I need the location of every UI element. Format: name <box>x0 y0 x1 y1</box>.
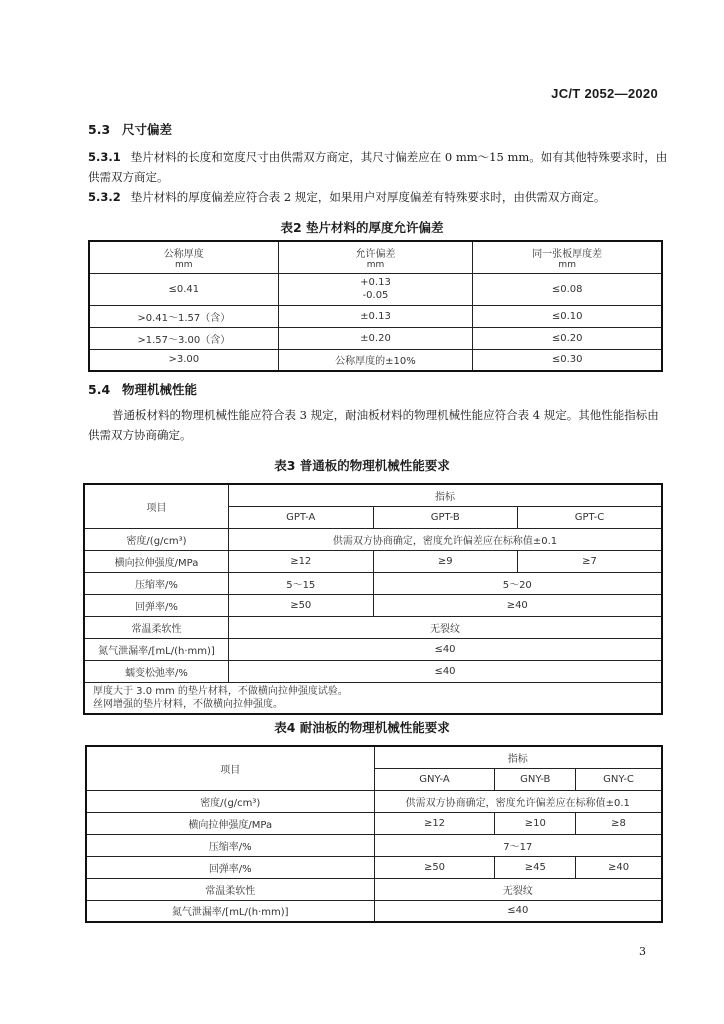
cell-item: 压缩率/% <box>84 572 229 594</box>
table-row <box>86 834 662 856</box>
clause-text: 垫片材料的长度和宽度尺寸由供需双方商定，其尺寸偏差应在 0 mm～15 mm。如有其他特殊要求时，由供需双方商定。 <box>88 150 668 184</box>
cell-value: 无裂纹 <box>229 616 663 638</box>
cell-item: 密度/(g/cm³) <box>86 790 374 812</box>
table4-caption: 表4 耐油板的物理机械性能要求 <box>274 720 450 735</box>
section-number: 5.3 <box>88 122 111 137</box>
table-row <box>84 594 662 616</box>
cell-item: 压缩率/% <box>86 834 374 856</box>
cell-value: ≥8 <box>576 812 662 834</box>
header-item: 项目 <box>86 746 374 790</box>
cell-item: 常温柔软性 <box>86 878 374 900</box>
cell-tolerance: 公称厚度的±10% <box>278 349 473 371</box>
table-row <box>86 878 662 900</box>
page-number: 3 <box>639 945 646 958</box>
paragraph-5-3-1 <box>88 147 668 187</box>
table3-general-sheet-properties <box>83 483 663 715</box>
table-header-row <box>86 746 662 768</box>
cell-thickness: >1.57～3.00（含） <box>89 327 278 349</box>
header-index: 指标 <box>229 484 663 506</box>
cell-value: ≥7 <box>518 550 663 572</box>
header-grade-a: GPT-A <box>229 506 374 528</box>
table-header-row <box>89 241 662 273</box>
table-row <box>84 616 662 638</box>
header-tolerance: 允许偏差 mm <box>278 241 473 273</box>
clause-number: 5.3.2 <box>88 190 121 204</box>
cell-value: ≤40 <box>374 900 662 922</box>
header-grade-b: GPT-B <box>373 506 518 528</box>
header-index: 指标 <box>374 746 662 768</box>
cell-difference: ≤0.08 <box>473 273 662 305</box>
cell-item: 回弹率/% <box>84 594 229 616</box>
header-grade-c: GNY-C <box>576 768 662 790</box>
cell-value: 5～15 <box>229 572 374 594</box>
header-grade-b: GNY-B <box>495 768 576 790</box>
table-row <box>84 528 662 550</box>
cell-tolerance: +0.13 -0.05 <box>278 273 473 305</box>
table2-caption: 表2 垫片材料的厚度允许偏差 <box>280 220 444 235</box>
cell-value: ≥12 <box>374 812 495 834</box>
table-row <box>89 349 662 371</box>
table-row <box>89 305 662 327</box>
table-row <box>84 638 662 660</box>
cell-value: 供需双方协商确定，密度允许偏差应在标称值±0.1 <box>229 528 663 550</box>
table3-caption: 表3 普通板的物理机械性能要求 <box>274 458 450 473</box>
cell-thickness: >3.00 <box>89 349 278 371</box>
cell-item: 密度/(g/cm³) <box>84 528 229 550</box>
cell-item: 氮气泄漏率/[mL/(h·mm)] <box>84 638 229 660</box>
header-grade-a: GNY-A <box>374 768 495 790</box>
table-row <box>84 550 662 572</box>
header-nominal-thickness: 公称厚度 mm <box>89 241 278 273</box>
cell-value: ≤40 <box>229 660 663 682</box>
table2-thickness-tolerance <box>88 240 663 372</box>
table-row <box>86 900 662 922</box>
paragraph-5-3-2 <box>88 187 668 207</box>
cell-value: 7～17 <box>374 834 662 856</box>
cell-tolerance: ±0.13 <box>278 305 473 327</box>
section-title: 物理机械性能 <box>122 382 198 397</box>
table-row <box>84 572 662 594</box>
header-grade-c: GPT-C <box>518 506 663 528</box>
table-notes-row <box>84 682 662 714</box>
clause-number: 5.3.1 <box>88 150 121 164</box>
note-line: 厚度大于 3.0 mm 的垫片材料，不做横向拉伸强度试验。 <box>93 685 348 697</box>
table-note <box>84 682 662 714</box>
cell-item: 常温柔软性 <box>84 616 229 638</box>
cell-item: 横向拉伸强度/MPa <box>84 550 229 572</box>
table-row <box>86 790 662 812</box>
section-5-3-heading <box>88 120 172 138</box>
cell-value: ≥50 <box>229 594 374 616</box>
cell-value: 5～20 <box>373 572 662 594</box>
cell-thickness: ≤0.41 <box>89 273 278 305</box>
cell-value: 供需双方协商确定，密度允许偏差应在标称值±0.1 <box>374 790 662 812</box>
table4-oil-resistant-sheet-properties <box>85 745 663 923</box>
cell-value: ≥40 <box>576 856 662 878</box>
cell-difference: ≤0.30 <box>473 349 662 371</box>
cell-item: 横向拉伸强度/MPa <box>86 812 374 834</box>
table-header-row <box>84 484 662 506</box>
header-thickness-difference: 同一张板厚度差 mm <box>473 241 662 273</box>
clause-text: 垫片材料的厚度偏差应符合表 2 规定，如果用户对厚度偏差有特殊要求时，由供需双方商定。 <box>130 190 606 204</box>
paragraph-5-4: 普通板材料的物理机械性能应符合表 3 规定，耐油板材料的物理机械性能应符合表 4 规定。其他性能指标由供需双方协商确定。 <box>88 408 659 442</box>
cell-value: ≥12 <box>229 550 374 572</box>
table-row <box>84 660 662 682</box>
table-row <box>89 327 662 349</box>
table-row <box>86 812 662 834</box>
section-5-4-heading <box>88 380 197 398</box>
cell-value: ≥9 <box>373 550 518 572</box>
cell-item: 回弹率/% <box>86 856 374 878</box>
cell-value: ≤40 <box>229 638 663 660</box>
cell-value: 无裂纹 <box>374 878 662 900</box>
cell-value: ≥45 <box>495 856 576 878</box>
cell-difference: ≤0.10 <box>473 305 662 327</box>
cell-value: ≥10 <box>495 812 576 834</box>
cell-item: 蠕变松弛率/% <box>84 660 229 682</box>
table-row <box>86 856 662 878</box>
standard-code: JC/T 2052—2020 <box>551 86 658 101</box>
cell-thickness: >0.41～1.57（含） <box>89 305 278 327</box>
section-title: 尺寸偏差 <box>122 122 173 137</box>
cell-item: 氮气泄漏率/[mL/(h·mm)] <box>86 900 374 922</box>
cell-value: ≥40 <box>373 594 662 616</box>
cell-value: ≥50 <box>374 856 495 878</box>
cell-tolerance: ±0.20 <box>278 327 473 349</box>
table-row <box>89 273 662 305</box>
note-line: 丝网增强的垫片材料，不做横向拉伸强度。 <box>93 698 283 710</box>
header-item: 项目 <box>84 484 229 528</box>
section-number: 5.4 <box>88 382 111 397</box>
cell-difference: ≤0.20 <box>473 327 662 349</box>
